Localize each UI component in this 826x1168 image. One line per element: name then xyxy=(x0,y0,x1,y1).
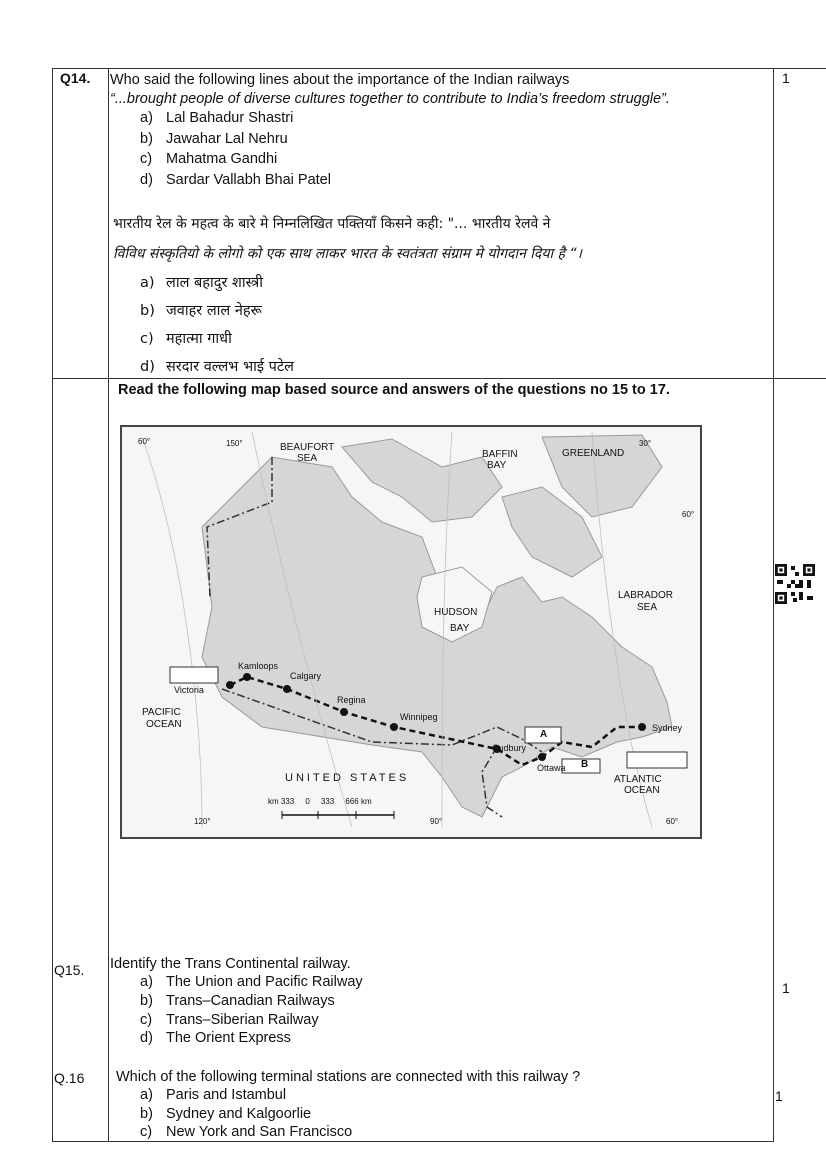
blank-box-west xyxy=(170,667,218,683)
label-hudson: HUDSON xyxy=(434,607,478,618)
city-label-winnipeg: Winnipeg xyxy=(400,712,438,722)
q14-question: Who said the following lines about the importance of the Indian railways xyxy=(110,72,570,88)
table-top-border xyxy=(52,68,826,69)
city-dot-kamloops xyxy=(243,673,251,681)
q14-option-d: d) Sardar Vallabh Bhai Patel xyxy=(140,172,331,188)
label-labrador: LABRADOR xyxy=(618,590,674,601)
q14-hindi-option-c: c) महात्मा गाधी xyxy=(140,331,232,347)
label-atlantic-ocean: OCEAN xyxy=(624,785,660,796)
city-label-regina: Regina xyxy=(337,695,366,705)
blank-box-east xyxy=(627,752,687,768)
q15-option-d: d) The Orient Express xyxy=(140,1030,291,1046)
q14-hindi-option-a: a) लाल बहादुर शास्त्री xyxy=(140,275,264,291)
column-divider-left xyxy=(108,68,109,1142)
q14-hindi-option-d: d) सरदार वल्लभ भाई पटेल xyxy=(140,359,295,375)
city-label-calgary: Calgary xyxy=(290,671,322,681)
label-scale: km 333 0 333 666 km xyxy=(268,797,372,806)
label-pacific: PACIFIC xyxy=(142,707,181,718)
city-label-ottawa: Ottawa xyxy=(537,763,566,773)
label-hudson-bay: BAY xyxy=(450,623,470,634)
q15-option-a: a) The Union and Pacific Railway xyxy=(140,974,363,990)
city-dot-ottawa xyxy=(538,753,546,761)
q15-option-c: c) Trans–Siberian Railway xyxy=(140,1012,319,1028)
label-box-a: A xyxy=(540,729,548,740)
label-labrador-sea: SEA xyxy=(637,602,658,613)
q14-hindi-option-b: b) जवाहर लाल नेहरू xyxy=(140,303,262,319)
qr-code-icon xyxy=(775,564,815,604)
q14-quote: “...brought people of diverse cultures together to contribute to India’s freedom struggle”. xyxy=(110,91,670,107)
map-instruction: Read the following map based source and answers of the questions no 15 to 17. xyxy=(118,382,670,398)
q16-marks: 1 xyxy=(775,1088,783,1104)
column-divider-right xyxy=(773,68,774,1142)
q14-option-a: a) Lal Bahadur Shastri xyxy=(140,110,294,126)
label-deg-60-bottom: 60° xyxy=(666,817,679,826)
q14-number: Q14. xyxy=(60,70,91,86)
label-beaufort-sea: SEA xyxy=(297,453,318,464)
q14-option-c: c) Mahatma Gandhi xyxy=(140,151,278,167)
city-dot-victoria xyxy=(226,681,234,689)
q14-hindi-question-line2: विविध संस्कृतियो के लोगो को एक साथ लाकर भारत के स्वतंत्रता संग्राम मे योगदान दिया है “। xyxy=(113,246,582,262)
label-deg-30: 30° xyxy=(639,439,652,448)
city-label-cudbury: Cudbury xyxy=(492,743,527,753)
q16-number: Q.16 xyxy=(54,1070,85,1086)
label-deg-60-top: 60° xyxy=(138,437,151,446)
q16-option-b: b) Sydney and Kalgoorlie xyxy=(140,1106,312,1122)
q15-question: Identify the Trans Continental railway. xyxy=(110,956,351,972)
city-dot-calgary xyxy=(283,685,291,693)
canada-railway-map xyxy=(120,425,702,839)
city-label-sydney: Sydney xyxy=(652,723,683,733)
city-dot-winnipeg xyxy=(390,723,398,731)
label-deg-60-right: 60° xyxy=(682,510,695,519)
q15-option-b: b) Trans–Canadian Railways xyxy=(140,993,335,1009)
label-deg-90: 90° xyxy=(430,817,443,826)
label-baffin-bay: BAY xyxy=(487,460,507,471)
table-bottom-border xyxy=(52,1141,774,1142)
label-deg-150: 150° xyxy=(226,439,243,448)
q15-marks: 1 xyxy=(782,980,790,996)
label-pacific-ocean: OCEAN xyxy=(146,719,182,730)
label-united-states: UNITED STATES xyxy=(285,772,410,784)
city-label-kamloops: Kamloops xyxy=(238,661,279,671)
city-label-victoria: Victoria xyxy=(174,685,204,695)
label-box-b: B xyxy=(581,759,589,770)
label-atlantic: ATLANTIC xyxy=(614,774,662,785)
q14-hindi-question-line1: भारतीय रेल के महत्व के बारे मे निम्नलिखित पक्तियाँ किसने कही: "... भारतीय रेलवे ने xyxy=(113,216,551,232)
label-deg-120: 120° xyxy=(194,817,211,826)
q14-marks: 1 xyxy=(782,70,790,86)
q16-option-a: a) Paris and Istambul xyxy=(140,1087,287,1103)
city-dot-regina xyxy=(340,708,348,716)
q16-question: Which of the following terminal stations are connected with this railway ? xyxy=(116,1069,581,1085)
row-divider xyxy=(52,378,826,379)
label-baffin: BAFFIN xyxy=(482,449,518,460)
label-greenland: GREENLAND xyxy=(562,448,625,459)
label-beaufort: BEAUFORT xyxy=(280,442,335,453)
table-left-border xyxy=(52,68,53,1142)
city-dot-sydney xyxy=(638,723,646,731)
q14-option-b: b) Jawahar Lal Nehru xyxy=(140,131,288,147)
q16-option-c: c) New York and San Francisco xyxy=(140,1124,353,1140)
q15-number: Q15. xyxy=(54,962,85,978)
